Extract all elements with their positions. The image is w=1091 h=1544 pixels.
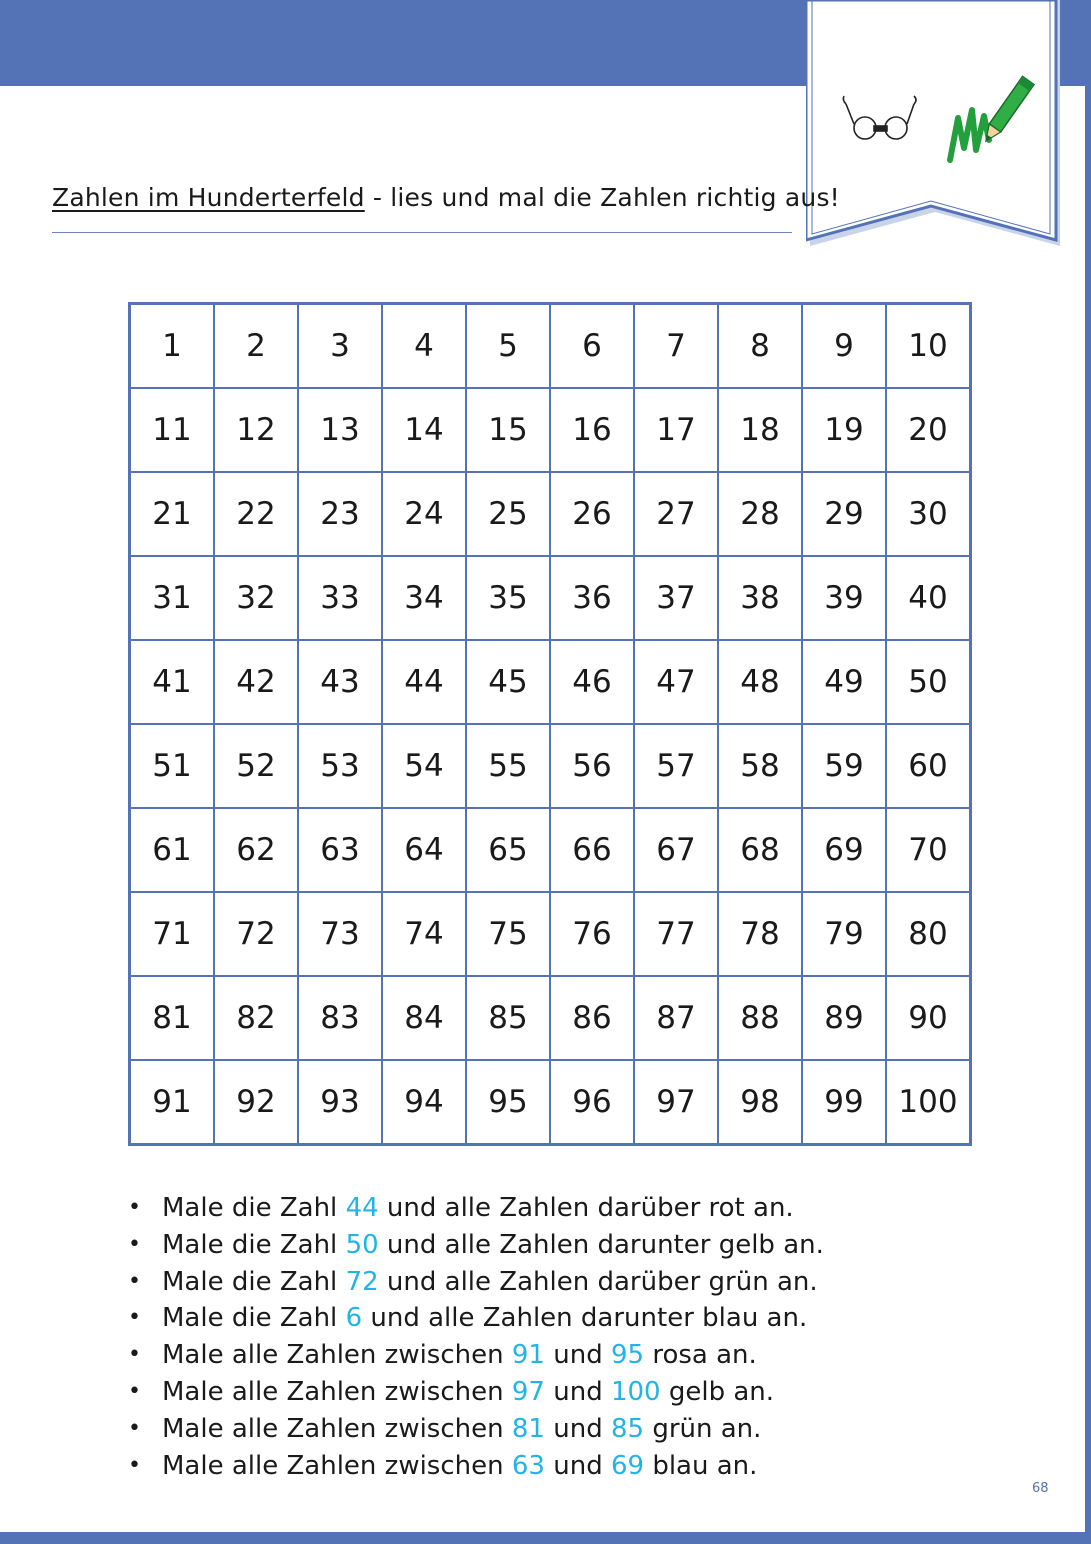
grid-cell: 30 [886,472,971,556]
grid-cell: 75 [466,892,550,976]
grid-cell: 5 [466,304,550,389]
grid-cell: 66 [550,808,634,892]
grid-cell: 85 [466,976,550,1060]
instruction-item [128,1411,824,1448]
grid-cell: 27 [634,472,718,556]
grid-cell: 31 [130,556,215,640]
instruction-text: Male die Zahl [162,1303,346,1334]
grid-cell: 72 [214,892,298,976]
grid-cell: 34 [382,556,466,640]
grid-cell: 97 [634,1060,718,1145]
grid-cell: 37 [634,556,718,640]
grid-cell: 99 [802,1060,886,1145]
instruction-text: grün an. [644,1413,762,1444]
grid-row [130,1060,971,1145]
page-title [52,183,840,212]
grid-cell: 96 [550,1060,634,1145]
instruction-item [128,1448,824,1485]
bookmark-tab [806,0,1068,252]
grid-cell: 19 [802,388,886,472]
grid-cell: 51 [130,724,215,808]
instruction-text: Male alle Zahlen zwischen [162,1376,512,1407]
instruction-text: und [544,1450,611,1481]
grid-cell: 50 [886,640,971,724]
grid-cell: 23 [298,472,382,556]
grid-row [130,892,971,976]
grid-cell: 49 [802,640,886,724]
grid-row [130,976,971,1060]
grid-cell: 18 [718,388,802,472]
grid-cell: 45 [466,640,550,724]
grid-cell: 8 [718,304,802,389]
grid-cell: 70 [886,808,971,892]
grid-cell: 11 [130,388,215,472]
grid-cell: 93 [298,1060,382,1145]
instruction-text: Male die Zahl [162,1266,346,1297]
grid-cell: 42 [214,640,298,724]
grid-cell: 4 [382,304,466,389]
grid-cell: 47 [634,640,718,724]
grid-cell: 77 [634,892,718,976]
grid-cell: 100 [886,1060,971,1145]
grid-cell: 26 [550,472,634,556]
grid-cell: 25 [466,472,550,556]
grid-cell: 13 [298,388,382,472]
grid-cell: 59 [802,724,886,808]
grid-cell: 6 [550,304,634,389]
grid-cell: 41 [130,640,215,724]
grid-cell: 63 [298,808,382,892]
grid-cell: 95 [466,1060,550,1145]
grid-cell: 56 [550,724,634,808]
grid-cell: 32 [214,556,298,640]
instruction-text: und alle Zahlen darunter gelb an. [378,1229,824,1260]
grid-cell: 84 [382,976,466,1060]
grid-cell: 24 [382,472,466,556]
highlight-number: 72 [345,1266,379,1297]
instruction-text: Male alle Zahlen zwischen [162,1413,512,1444]
grid-cell: 78 [718,892,802,976]
instruction-text: und [544,1340,611,1371]
grid-row [130,640,971,724]
title-underlined: Zahlen im Hunderterfeld [52,183,365,212]
grid-cell: 69 [802,808,886,892]
grid-cell: 65 [466,808,550,892]
grid-cell: 53 [298,724,382,808]
grid-row [130,724,971,808]
instruction-text: und [544,1413,611,1444]
instruction-item [128,1374,824,1411]
highlight-number: 50 [345,1229,379,1260]
grid-cell: 87 [634,976,718,1060]
grid-cell: 58 [718,724,802,808]
grid-cell: 98 [718,1060,802,1145]
grid-cell: 9 [802,304,886,389]
highlight-number: 6 [345,1303,363,1334]
grid-cell: 22 [214,472,298,556]
grid-cell: 90 [886,976,971,1060]
grid-cell: 73 [298,892,382,976]
grid-cell: 92 [214,1060,298,1145]
instruction-text: blau an. [644,1450,758,1481]
highlight-number: 100 [610,1376,661,1407]
grid-cell: 91 [130,1060,215,1145]
grid-cell: 48 [718,640,802,724]
right-border [1085,0,1091,1544]
highlight-number: 63 [511,1450,545,1481]
grid-cell: 61 [130,808,215,892]
instruction-text: Male die Zahl [162,1229,346,1260]
instruction-list [128,1190,824,1484]
instruction-text: und alle Zahlen darüber grün an. [378,1266,818,1297]
grid-cell: 12 [214,388,298,472]
grid-cell: 55 [466,724,550,808]
instruction-text: Male alle Zahlen zwischen [162,1340,512,1371]
grid-cell: 52 [214,724,298,808]
grid-cell: 38 [718,556,802,640]
grid-cell: 46 [550,640,634,724]
grid-cell: 7 [634,304,718,389]
grid-cell: 15 [466,388,550,472]
grid-row [130,808,971,892]
grid-cell: 14 [382,388,466,472]
title-rest: - lies und mal die Zahlen richtig aus! [364,183,840,212]
grid-cell: 74 [382,892,466,976]
grid-cell: 28 [718,472,802,556]
instruction-text: und [544,1376,611,1407]
page-number: 68 [1032,1481,1049,1496]
highlight-number: 85 [610,1413,645,1444]
title-rule [52,232,792,233]
grid-cell: 64 [382,808,466,892]
grid-cell: 3 [298,304,382,389]
grid-cell: 82 [214,976,298,1060]
highlight-number: 97 [511,1376,545,1407]
instruction-text: und alle Zahlen darüber rot an. [378,1193,794,1223]
grid-cell: 33 [298,556,382,640]
grid-row [130,388,971,472]
instruction-text: rosa an. [644,1340,757,1371]
grid-cell: 20 [886,388,971,472]
grid-cell: 62 [214,808,298,892]
highlight-number: 81 [511,1413,545,1444]
grid-cell: 21 [130,472,215,556]
footer-band [0,1532,1091,1544]
instruction-text: und alle Zahlen darunter blau an. [362,1303,808,1334]
grid-cell: 10 [886,304,971,389]
instruction-item [128,1227,824,1264]
highlight-number: 95 [610,1340,645,1371]
hundred-grid [128,302,972,1146]
grid-cell: 1 [130,304,215,389]
grid-cell: 89 [802,976,886,1060]
grid-cell: 35 [466,556,550,640]
instruction-text: Male alle Zahlen zwischen [162,1450,512,1481]
grid-cell: 94 [382,1060,466,1145]
grid-row [130,472,971,556]
grid-cell: 71 [130,892,215,976]
highlight-number: 91 [511,1340,545,1371]
grid-cell: 17 [634,388,718,472]
instruction-text: gelb an. [660,1376,775,1407]
grid-cell: 57 [634,724,718,808]
grid-cell: 43 [298,640,382,724]
instruction-item [128,1300,824,1337]
grid-cell: 40 [886,556,971,640]
grid-cell: 76 [550,892,634,976]
highlight-number: 44 [345,1193,379,1223]
instruction-item [128,1264,824,1301]
grid-row [130,304,971,389]
grid-cell: 79 [802,892,886,976]
instruction-text: Male die Zahl [162,1193,346,1223]
instruction-item [128,1190,824,1227]
grid-cell: 68 [718,808,802,892]
instruction-item [128,1337,824,1374]
grid-cell: 39 [802,556,886,640]
grid-cell: 67 [634,808,718,892]
grid-cell: 36 [550,556,634,640]
grid-cell: 83 [298,976,382,1060]
grid-cell: 80 [886,892,971,976]
grid-cell: 81 [130,976,215,1060]
grid-cell: 54 [382,724,466,808]
grid-cell: 86 [550,976,634,1060]
grid-cell: 44 [382,640,466,724]
grid-cell: 60 [886,724,971,808]
highlight-number: 69 [610,1450,645,1481]
grid-cell: 29 [802,472,886,556]
grid-cell: 2 [214,304,298,389]
grid-row [130,556,971,640]
grid-cell: 88 [718,976,802,1060]
grid-cell: 16 [550,388,634,472]
